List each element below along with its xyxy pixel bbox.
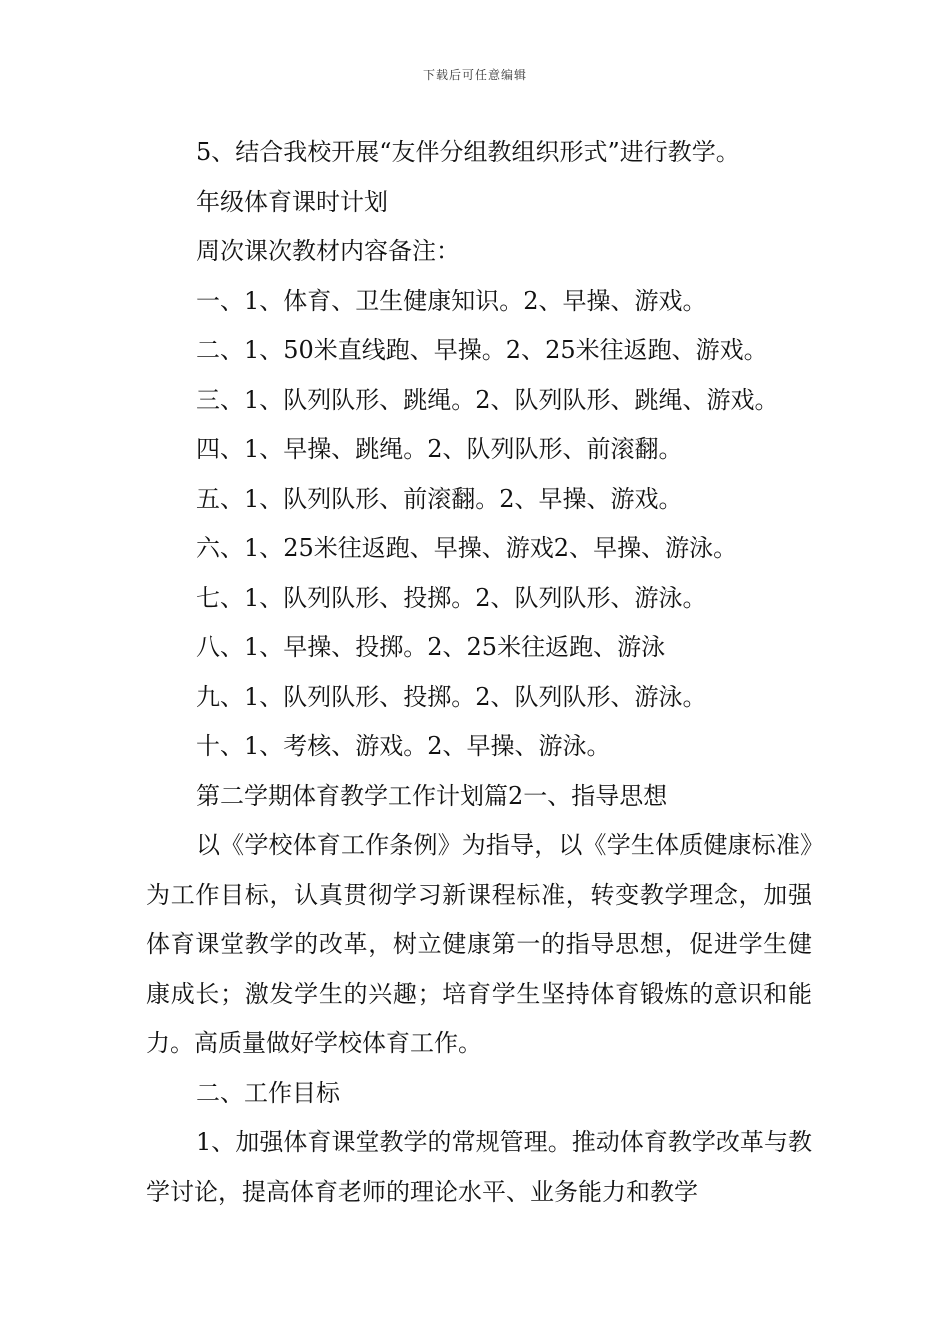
document-body (146, 128, 812, 1217)
section-heading: 第二学期体育教学工作计划篇2一、指导思想 (196, 781, 668, 810)
schedule-row: 九、1、队列队形、投掷。2、队列队形、游泳。 (196, 682, 707, 711)
schedule-row: 七、1、队列队形、投掷。2、队列队形、游泳。 (196, 583, 707, 612)
paragraph-guiding-ideology: 以《学校体育工作条例》为指导，以《学生体质健康标准》为工作目标，认真贯彻学习新课程标准，转变教学理念，加强体育课堂教学的改革，树立健康第一的指导思想，促进学生健康成长；激发学生的兴趣；培育学生坚持体育锻炼的意识和能力。高质量做好学校体育工作。 (146, 831, 812, 1057)
table-header-line: 周次课次教材内容备注： (196, 237, 460, 265)
paragraph-work-goal-1: 1、加强体育课堂教学的常规管理。推动体育教学改革与教学讨论，提高体育老师的理论水平、业务能力和教学 (146, 1128, 812, 1206)
schedule-row: 一、1、体育、卫生健康知识。2、早操、游戏。 (196, 286, 707, 315)
schedule-row: 六、1、25米往返跑、早操、游戏2、早操、游泳。 (196, 534, 738, 562)
page-header: 下载后可任意编辑 (422, 68, 527, 82)
section-heading: 二、工作目标 (196, 1078, 340, 1107)
schedule-row: 五、1、队列队形、前滚翻。2、早操、游戏。 (196, 484, 683, 513)
schedule-row: 十、1、考核、游戏。2、早操、游泳。 (196, 732, 611, 760)
schedule-row: 三、1、队列队形、跳绳。2、队列队形、跳绳、游戏。 (196, 385, 779, 414)
list-item: 5、结合我校开展“友伴分组教组织形式”进行教学。 (196, 138, 740, 166)
schedule-row: 四、1、早操、跳绳。2、队列队形、前滚翻。 (196, 435, 683, 463)
section-title: 年级体育课时计划 (196, 187, 388, 216)
schedule-row: 二、1、50米直线跑、早操。2、25米往返跑、游戏。 (196, 336, 768, 364)
schedule-row: 八、1、早操、投掷。2、25米往返跑、游泳 (196, 633, 666, 661)
